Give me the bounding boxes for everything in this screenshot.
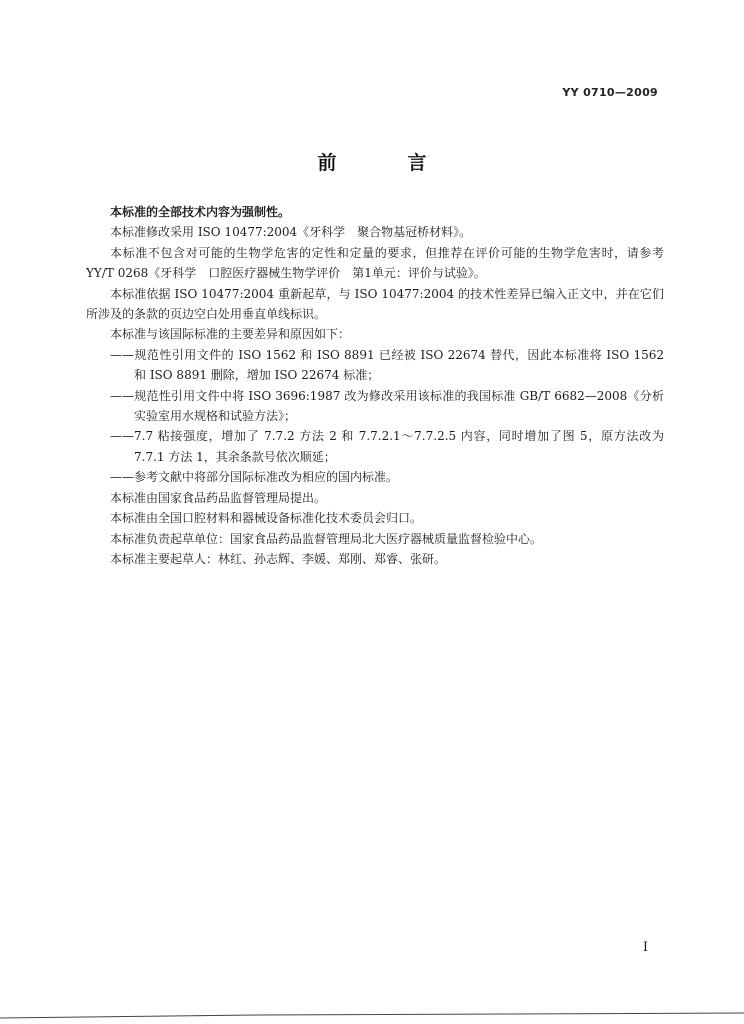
difference-item: ——7.7 粘接强度，增加了 7.7.2 方法 2 和 7.7.2.1～7.7.2.5 内容，同时增加了图 5，原方法改为 7.7.1 方法 1，其余条款号依次顺延； xyxy=(110,429,664,464)
proposed-by-statement: 本标准由国家食品药品监督管理局提出。 xyxy=(110,490,327,505)
differences-intro: 本标准与该国际标准的主要差异和原因如下： xyxy=(110,327,351,342)
centralized-by-statement: 本标准由全国口腔材料和器械设备标准化技术委员会归口。 xyxy=(110,511,423,526)
adoption-statement: 本标准修改采用 ISO 10477:2004《牙科学 聚合物基冠桥材料》。 xyxy=(110,225,472,240)
difference-item: ——规范性引用文件的 ISO 1562 和 ISO 8891 已经被 ISO 22674 替代，因此本标准将 ISO 1562 和 ISO 8891 删除，增加 ISO 22674 标准； xyxy=(110,347,664,383)
page-number: I xyxy=(642,940,648,955)
drafters-statement: 本标准主要起草人：林红、孙志辉、李媛、郑刚、郑睿、张研。 xyxy=(110,551,447,566)
biological-hazard-statement: 本标准不包含对可能的生物学危害的定性和定量的要求，但推荐在评价可能的生物学危害时，请参考 YY/T 0268《牙科学 口腔医疗器械生物学评价 第1单元：评价与试验》。 xyxy=(86,245,664,281)
difference-item: ——参考文献中将部分国际标准改为相应的国内标准。 xyxy=(110,470,399,485)
drafting-basis-statement: 本标准依据 ISO 10477:2004 重新起草，与 ISO 10477:2004 的技术性差异已编入正文中，并在它们所涉及的条款的页边空白处用垂直单线标识。 xyxy=(86,286,664,322)
difference-item: ——规范性引用文件中将 ISO 3696:1987 改为修改采用该标准的我国标准 GB/T 6682—2008《分析实验室用水规格和试验方法》； xyxy=(110,388,664,424)
page-title: 前 言 xyxy=(317,152,453,174)
mandatory-statement: 本标准的全部技术内容为强制性。 xyxy=(110,205,291,219)
standard-code: YY 0710—2009 xyxy=(562,86,658,99)
scan-edge-mark xyxy=(0,1012,744,1020)
drafting-unit-statement: 本标准负责起草单位：国家食品药品监督管理局北大医疗器械质量监督检验中心。 xyxy=(110,531,543,546)
foreword-body xyxy=(86,202,664,569)
